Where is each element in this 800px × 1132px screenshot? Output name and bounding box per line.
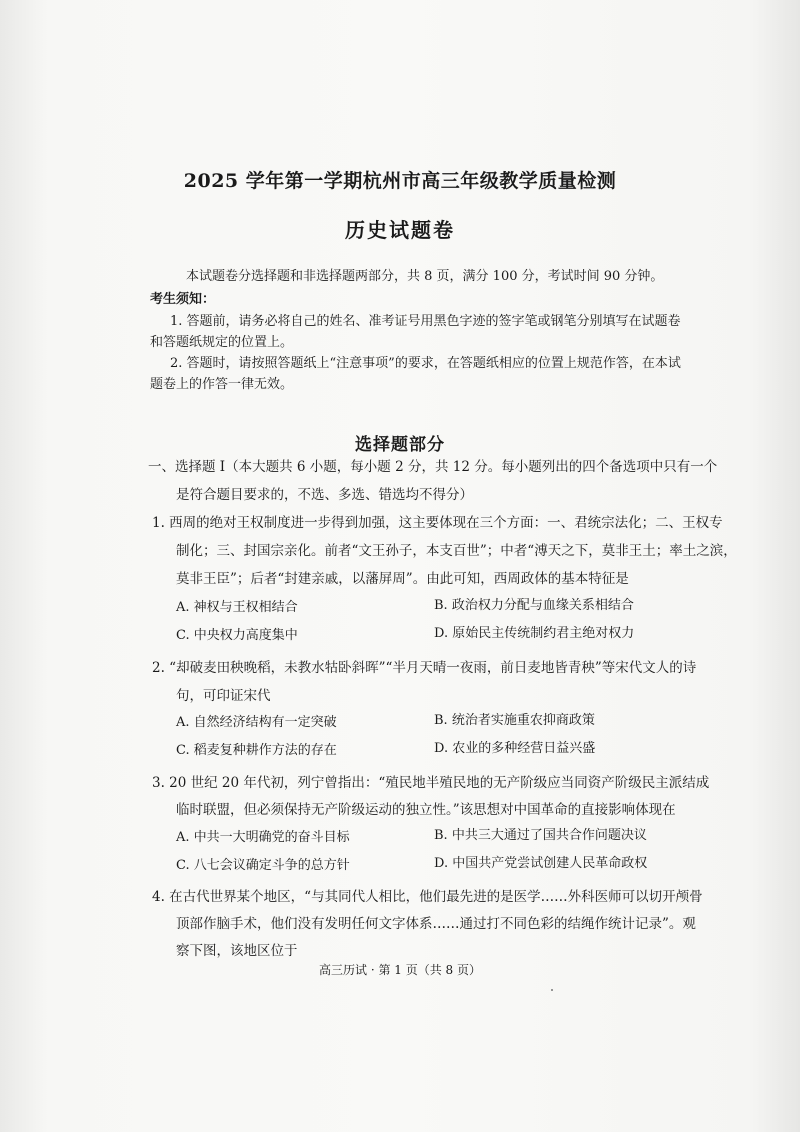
q2-option-b: B. 统治者实施重农抑商政策 <box>434 713 595 728</box>
q2-option-a: A. 自然经济结构有一定突破 <box>176 715 337 730</box>
q2-stem-line-2: 句，可印证宋代 <box>176 688 271 704</box>
q1-stem-line-3: 莫非王臣”；后者“封建亲戚，以藩屏周”。由此可知，西周政体的基本特征是 <box>176 571 629 587</box>
q3-option-b: B. 中共三大通过了国共合作问题决议 <box>434 828 647 843</box>
notice-item-1-line-1: 1. 答题前，请务必将自己的姓名、准考证号用黑色字迹的签字笔或钢笔分别填写在试题卷 <box>170 314 681 329</box>
scan-speck <box>551 989 553 991</box>
q4-stem-line-1: 4. 在古代世界某个地区，“与其同代人相比，他们最先进的是医学……外科医师可以切开颅骨 <box>152 889 703 905</box>
notice-item-1-line-2: 和答题纸规定的位置上。 <box>150 335 294 350</box>
q2-stem-line-1: 2. “却破麦田秧晚稻，未教水牯卧斜晖”“半月天晴一夜雨，前日麦地皆青秧”等宋代文人的诗 <box>152 660 697 676</box>
notice-item-2-line-2: 题卷上的作答一律无效。 <box>150 377 294 392</box>
part1-instruction-line-1: 一、选择题 Ⅰ（本大题共 6 小题，每小题 2 分，共 12 分。每小题列出的四个备选项中只有一个 <box>148 459 718 475</box>
q2-option-c: C. 稻麦复种耕作方法的存在 <box>176 743 337 758</box>
q4-stem-line-2: 顶部作脑手术，他们没有发明任何文字体系……通过打不同色彩的结绳作统计记录”。观 <box>176 916 696 932</box>
q3-option-c: C. 八七会议确定斗争的总方针 <box>176 858 350 873</box>
q1-stem-line-2: 制化；三、封国宗亲化。前者“文王孙子，本支百世”；中者“溥天之下，莫非王土；率土之滨， <box>176 543 737 559</box>
q3-stem-line-2: 临时联盟，但必须保持无产阶级运动的独立性。”该思想对中国革命的直接影响体现在 <box>176 802 676 818</box>
intro-text: 本试题卷分选择题和非选择题两部分，共 8 页，满分 100 分，考试时间 90 分钟。 <box>186 269 664 284</box>
exam-title: 2025 学年第一学期杭州市高三年级教学质量检测 <box>183 170 617 192</box>
section-title: 选择题部分 <box>355 435 445 455</box>
exam-subtitle: 历史试题卷 <box>345 218 455 242</box>
q1-stem-line-1: 1. 西周的绝对王权制度进一步得到加强，这主要体现在三个方面：一、君统宗法化；二、王权专 <box>152 515 723 531</box>
notice-heading: 考生须知： <box>150 292 216 307</box>
q3-stem-line-1: 3. 20 世纪 20 年代初，列宁曾指出：“殖民地半殖民地的无产阶级应当同资产阶级民主派结成 <box>152 775 710 791</box>
q3-option-a: A. 中共一大明确党的奋斗目标 <box>176 830 350 845</box>
notice-item-2-line-1: 2. 答题时，请按照答题纸上“注意事项”的要求，在答题纸相应的位置上规范作答，在本试 <box>170 356 681 371</box>
q1-option-b: B. 政治权力分配与血缘关系相结合 <box>434 598 634 613</box>
q1-option-a: A. 神权与王权相结合 <box>176 600 298 615</box>
q1-option-d: D. 原始民主传统制约君主绝对权力 <box>434 626 635 641</box>
q3-option-d: D. 中国共产党尝试创建人民革命政权 <box>434 856 648 871</box>
q2-option-d: D. 农业的多种经营日益兴盛 <box>434 741 596 756</box>
page-footer: 高三历试 · 第 1 页（共 8 页） <box>319 963 481 977</box>
q4-stem-line-3: 察下图，该地区位于 <box>176 943 298 959</box>
part1-instruction-line-2: 是符合题目要求的，不选、多选、错选均不得分） <box>176 487 473 503</box>
q1-option-c: C. 中央权力高度集中 <box>176 628 298 643</box>
